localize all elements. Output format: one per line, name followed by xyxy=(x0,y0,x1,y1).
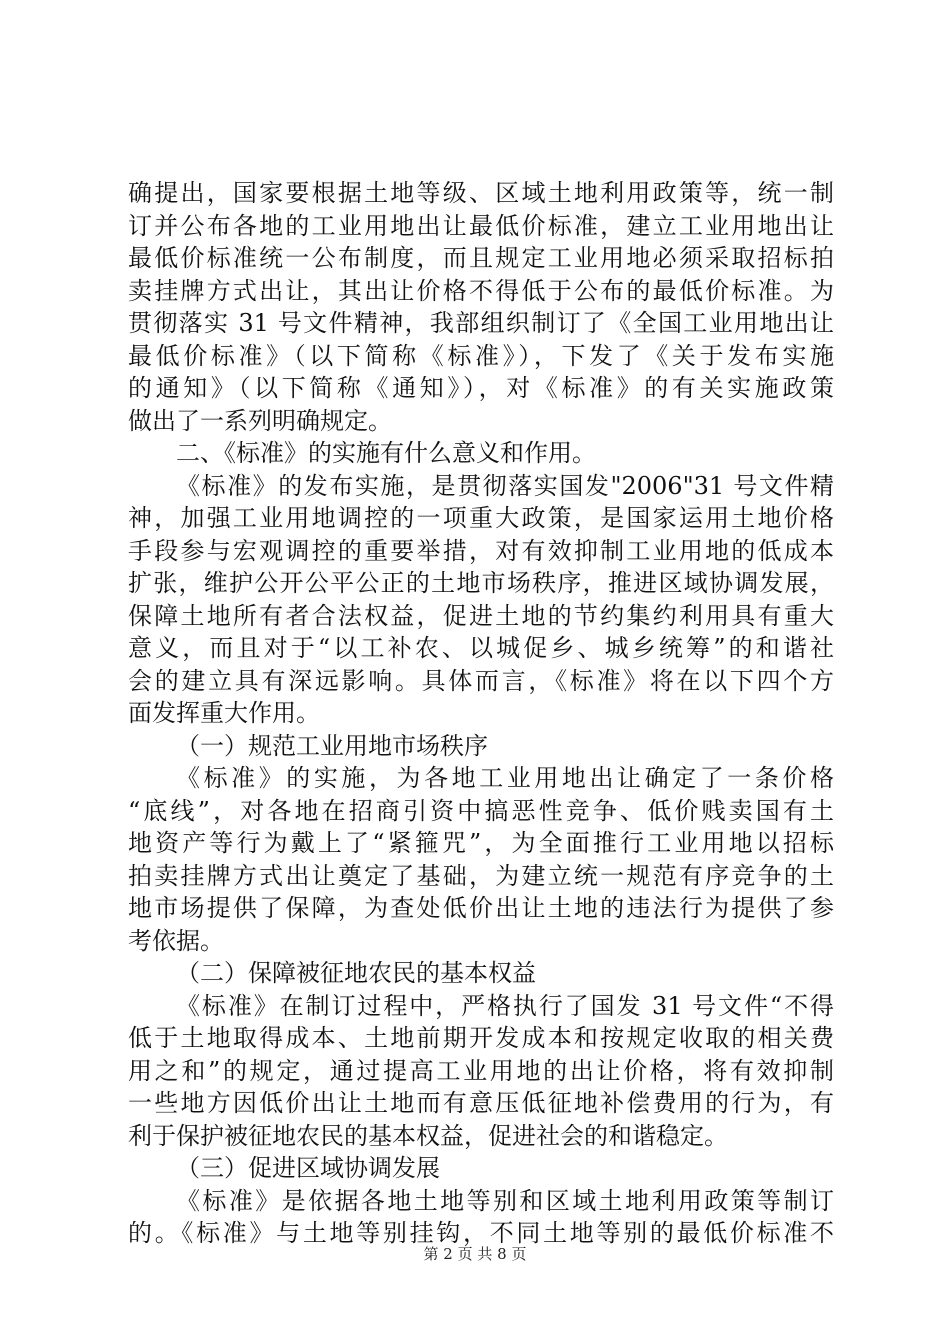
text-line: 做出了一系列明确规定。 xyxy=(128,406,392,435)
text-line: 《标准》的发布实施，是贯彻落实国发"2006"31 号文件精 xyxy=(176,471,834,500)
section-heading: 二、《标准》的实施有什么意义和作用。 xyxy=(176,439,596,467)
subsection-heading: （三）促进区域协调发展 xyxy=(176,1154,440,1182)
text-line: 的。《标准》与土地等别挂钩，不同土地等别的最低价标准不 xyxy=(128,1219,834,1247)
text-line: 一些地方因低价出让土地而有意压低征地补偿费用的行为，有 xyxy=(128,1089,834,1117)
text-line: 《标准》在制订过程中，严格执行了国发 31 号文件“不得 xyxy=(176,991,834,1020)
text-line: 面发挥重大作用。 xyxy=(128,699,320,727)
text-line: 最低价标准统一公布制度，而且规定工业用地必须采取招标拍 xyxy=(128,244,834,272)
text-line: 地资产等行为戴上了“紧箍咒”，为全面推行工业用地以招标 xyxy=(128,829,834,857)
text-line: 《标准》的实施，为各地工业用地出让确定了一条价格 xyxy=(176,764,834,792)
subsection-heading: （二）保障被征地农民的基本权益 xyxy=(176,959,536,987)
text-line: 用之和”的规定，通过提高工业用地的出让价格，将有效抑制 xyxy=(128,1056,834,1085)
text-line: 确提出，国家要根据土地等级、区域土地利用政策等，统一制 xyxy=(128,179,834,207)
page-footer: 第 2 页 共 8 页 xyxy=(423,1245,527,1263)
text-line: 考依据。 xyxy=(128,926,224,955)
text-line: “底线”，对各地在招商引资中搞恶性竞争、低价贱卖国有土 xyxy=(128,796,834,825)
text-line: 卖挂牌方式出让，其出让价格不得低于公布的最低价标准。为 xyxy=(128,276,834,305)
text-line: 贯彻落实 31 号文件精神，我部组织制订了《全国工业用地出让 xyxy=(128,309,834,337)
text-line: 订并公布各地的工业用地出让最低价标准，建立工业用地出让 xyxy=(128,211,834,240)
text-line: 神，加强工业用地调控的一项重大政策，是国家运用土地价格 xyxy=(128,504,834,532)
text-line: 扩张，维护公开公平公正的土地市场秩序，推进区域协调发展， xyxy=(128,569,834,597)
text-line: 拍卖挂牌方式出让奠定了基础，为建立统一规范有序竞争的土 xyxy=(128,861,834,890)
text-line: 意义，而且对于“以工补农、以城促乡、城乡统筹”的和谐社 xyxy=(128,634,834,662)
text-line: 地市场提供了保障，为查处低价出让土地的违法行为提供了参 xyxy=(128,894,834,922)
text-line: 《标准》是依据各地土地等别和区域土地利用政策等制订 xyxy=(176,1186,834,1215)
text-line: 最低价标准》（以下简称《标准》），下发了《关于发布实施 xyxy=(128,341,834,370)
text-line: 的通知》（以下简称《通知》），对《标准》的有关实施政策 xyxy=(128,374,834,402)
subsection-heading: （一）规范工业用地市场秩序 xyxy=(176,731,488,760)
document-body xyxy=(128,177,834,1250)
text-line: 低于土地取得成本、土地前期开发成本和按规定收取的相关费 xyxy=(128,1024,834,1052)
text-line: 手段参与宏观调控的重要举措，对有效抑制工业用地的低成本 xyxy=(128,536,834,565)
text-line: 利于保护被征地农民的基本权益，促进社会的和谐稳定。 xyxy=(128,1121,728,1150)
text-line: 会的建立具有深远影响。具体而言，《标准》将在以下四个方 xyxy=(128,666,834,695)
text-line: 保障土地所有者合法权益，促进土地的节约集约利用具有重大 xyxy=(128,601,834,630)
